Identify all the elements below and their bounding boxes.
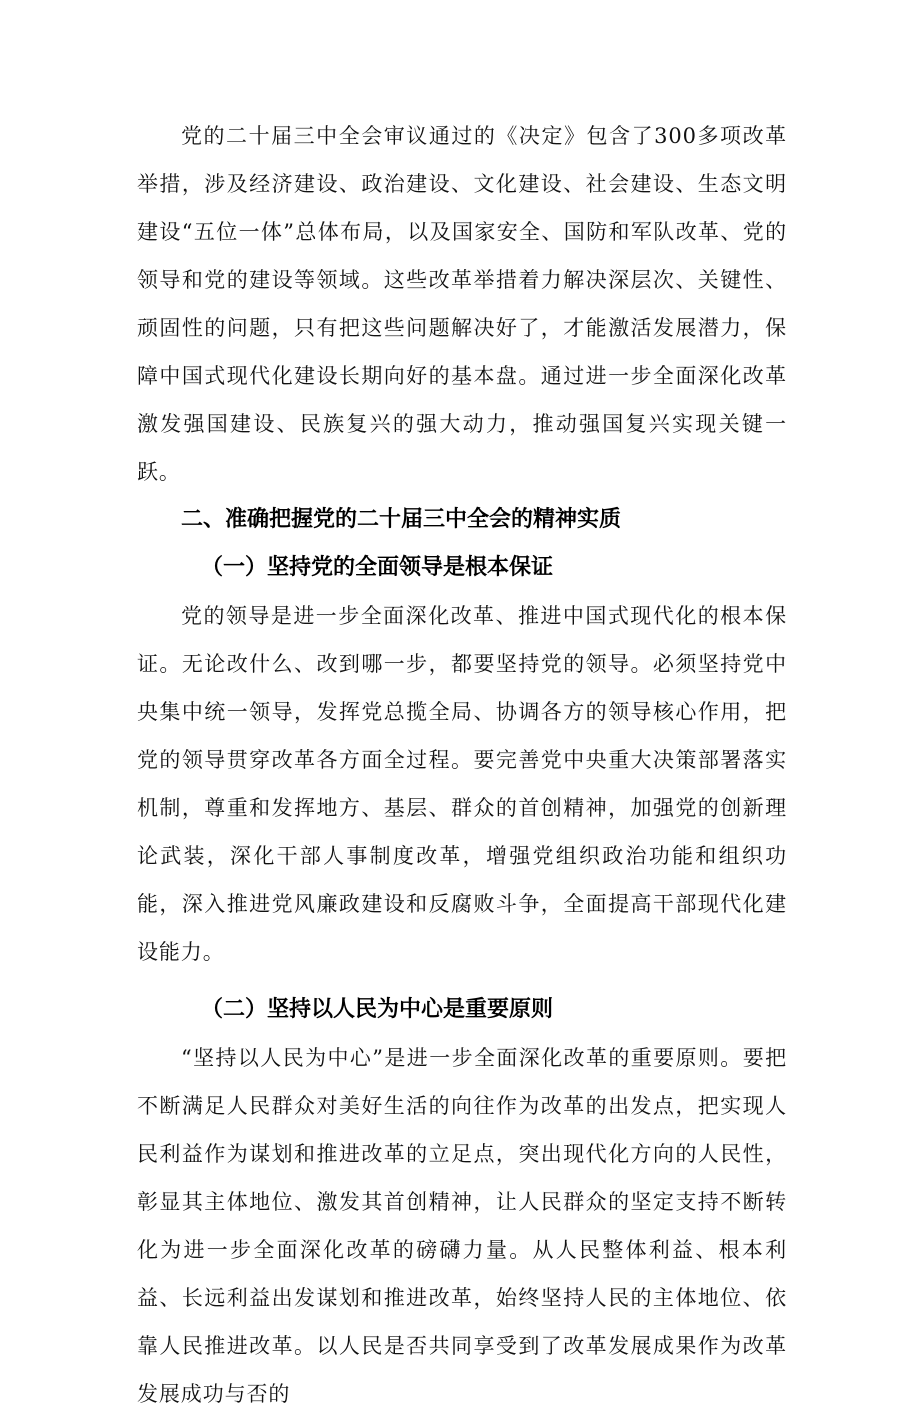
document-body — [137, 112, 787, 1418]
subsection-heading-people-centered: （二）坚持以人民为中心是重要原则 — [201, 997, 554, 1022]
paragraph-reform-measures: 党的二十届三中全会审议通过的《决定》包含了300多项改革举措，涉及经济建设、政治建设、文化建设、社会建设、生态文明建设“五位一体”总体布局，以及国家安全、国防和军队改革、党的领导和党的建设等领域。这些改革举措着力解决深层次、关键性、顽固性的问题，只有把这些问题解决好了，才能激活发展潜力，保障中国式现代化建设长期向好的基本盘。通过进一步全面深化改革激发强国建设、民族复兴的强大动力，推动强国复兴实现关键一跃。 — [137, 124, 787, 484]
paragraph-party-leadership: 党的领导是进一步全面深化改革、推进中国式现代化的根本保证。无论改什么、改到哪一步，都要坚持党的领导。必须坚持党中央集中统一领导，发挥党总揽全局、协调各方的领导核心作用，把党的领导贯穿改革各方面全过程。要完善党中央重大决策部署落实机制，尊重和发挥地方、基层、群众的首创精神，加强党的创新理论武装，深化干部人事制度改革，增强党组织政治功能和组织功能，深入推进党风廉政建设和反腐败斗争，全面提高干部现代化建设能力。 — [137, 604, 787, 964]
subsection-heading-party-leadership: （一）坚持党的全面领导是根本保证 — [201, 555, 554, 580]
section-heading-spirit: 二、准确把握党的二十届三中全会的精神实质 — [181, 507, 622, 532]
paragraph-people-centered: “坚持以人民为中心”是进一步全面深化改革的重要原则。要把不断满足人民群众对美好生活的向往作为改革的出发点，把实现人民利益作为谋划和推进改革的立足点，突出现代化方向的人民性，彰显其主体地位、激发其首创精神，让人民群众的坚定支持不断转化为进一步全面深化改革的磅礴力量。从人民整体利益、根本利益、长远利益出发谋划和推进改革，始终坚持人民的主体地位、依靠人民推进改革。以人民是否共同享受到了改革发展成果作为改革发展成功与否的 — [137, 1046, 787, 1406]
